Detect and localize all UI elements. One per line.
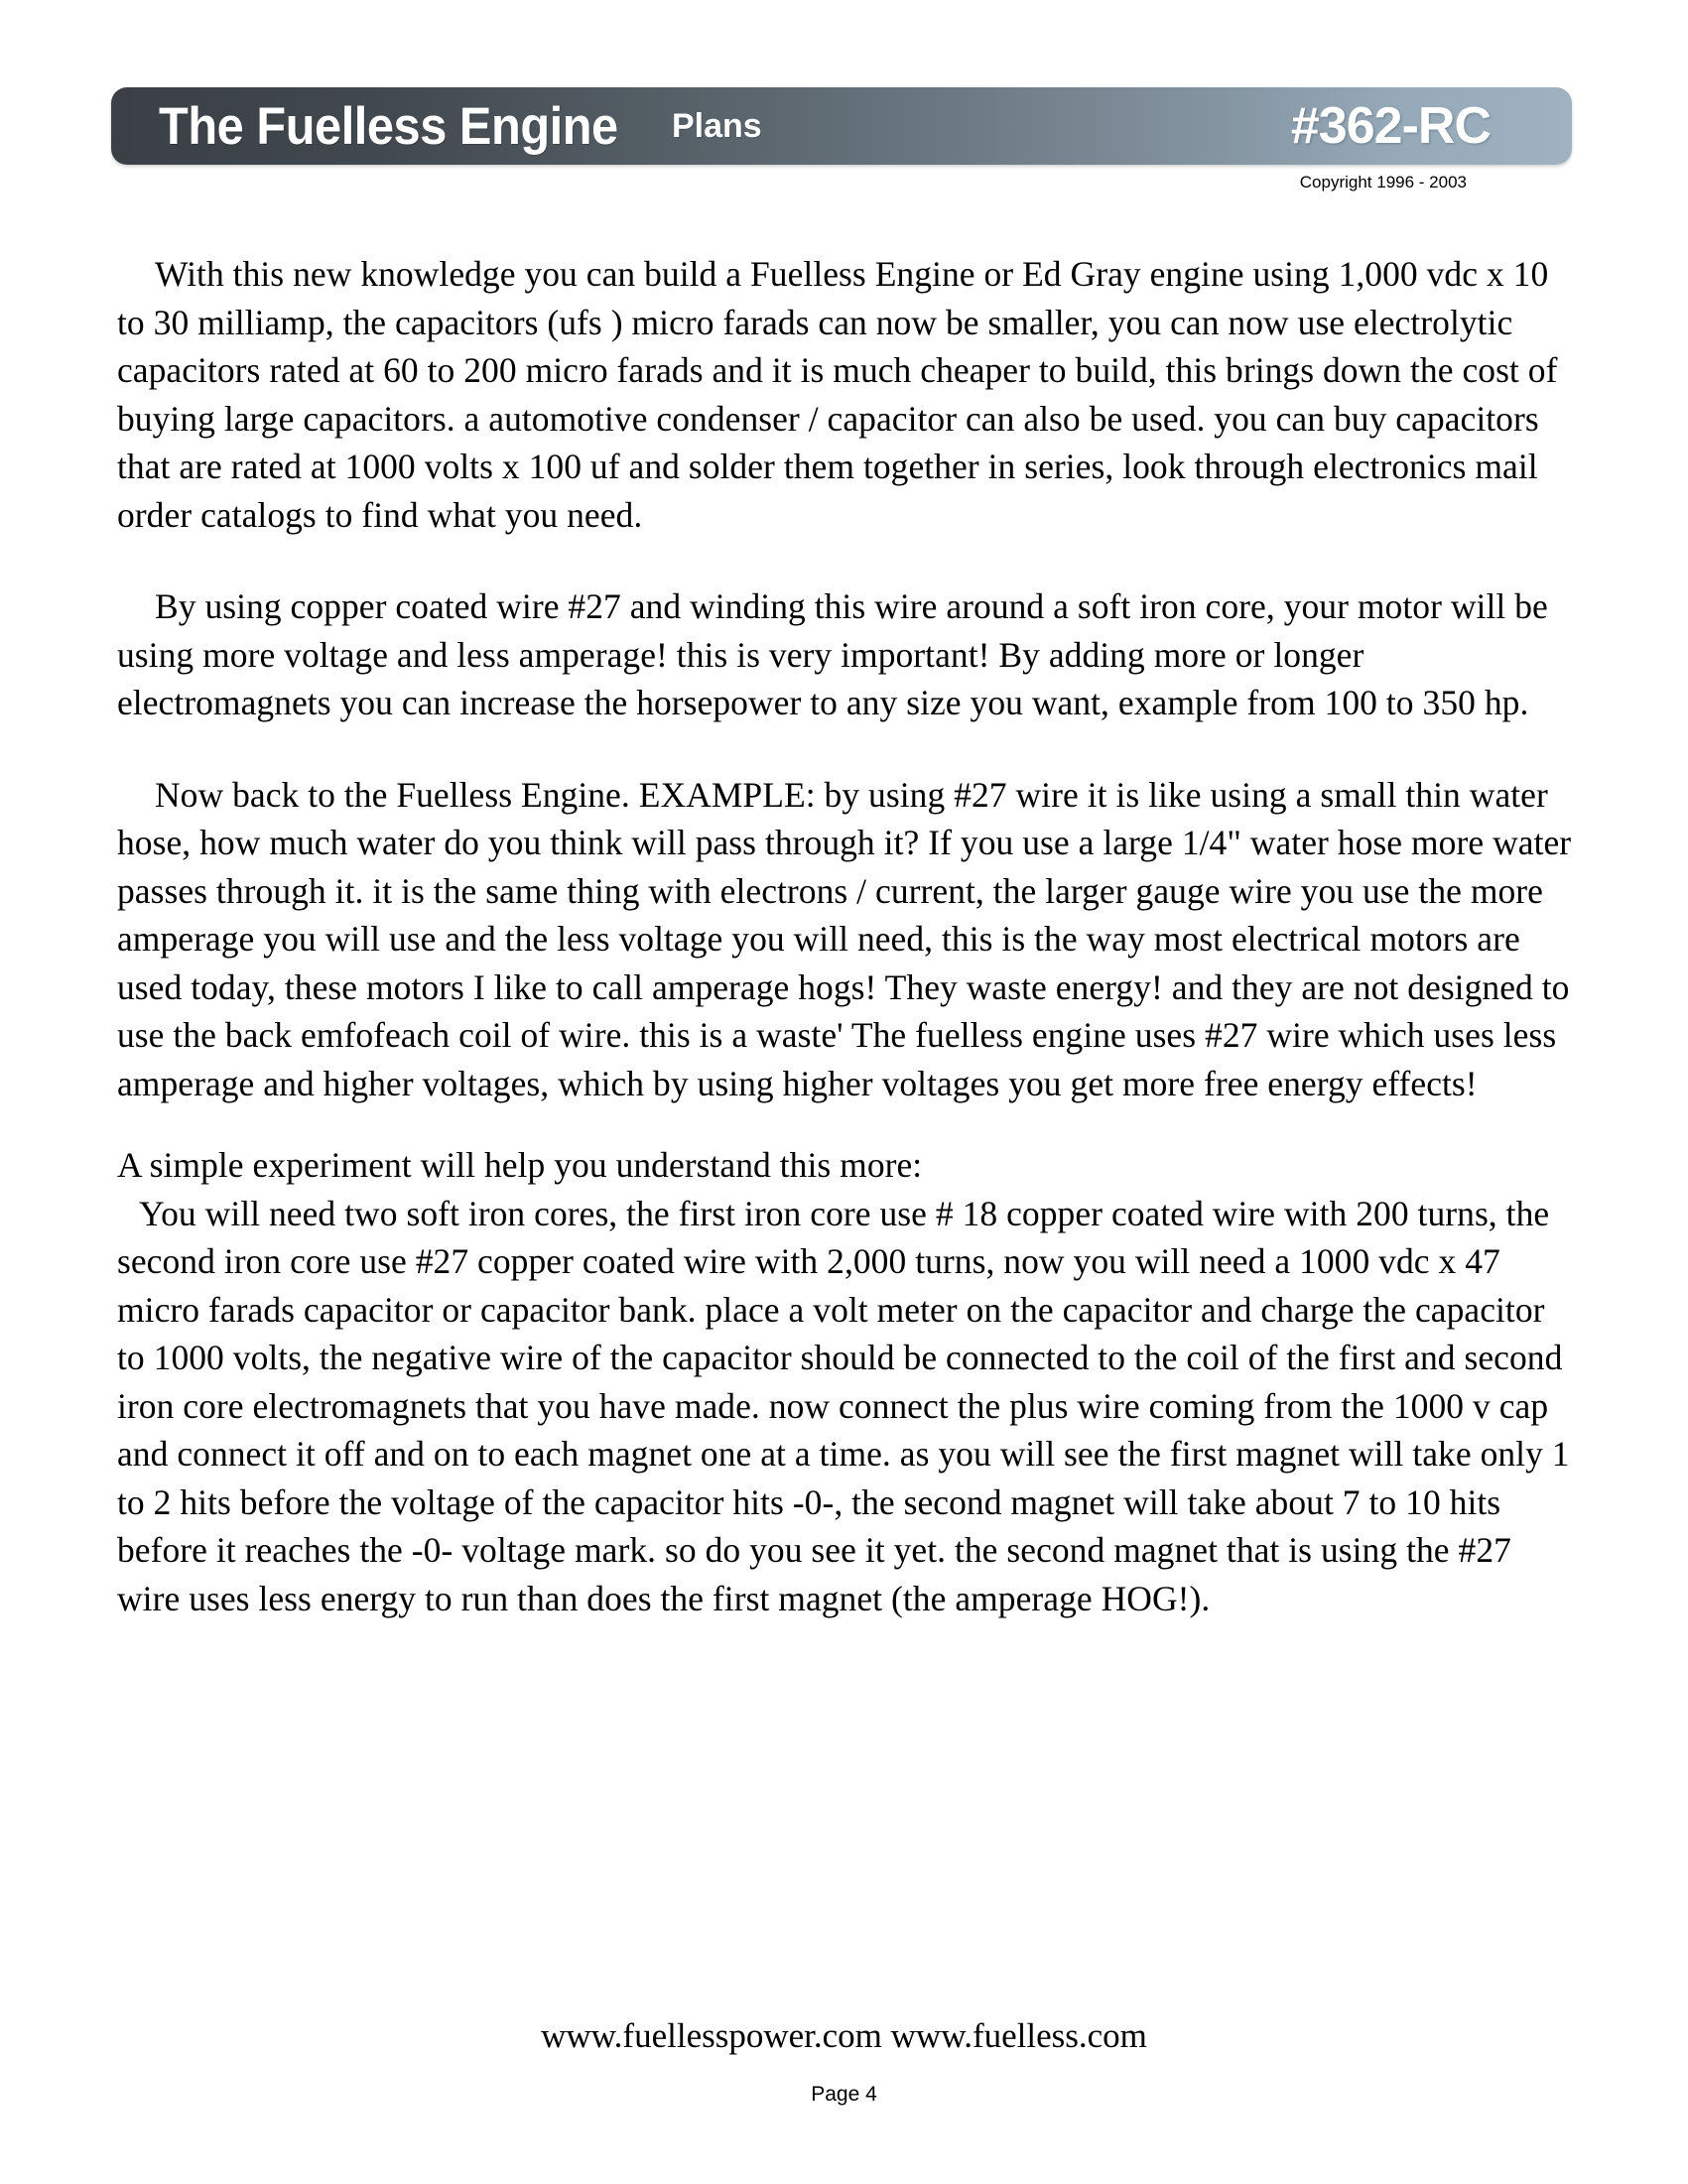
- paragraph-spacer: [117, 539, 1574, 582]
- body-paragraph: Now back to the Fuelless Engine. EXAMPLE: by using #27 wire it is like using a small thin water hose, how much water do you think will pass through it? If you use a large 1/4" water hose more water passes through it. it is the same thing with electrons / current, the larger gauge wire you use the more amperage you will use and the less voltage you will need, this is the way most electrical motors are used today, these motors I like to call amperage hogs! They waste energy! and they are not designed to use the back emfofeach coil of wire. this is a waste' The fuelless engine uses #27 wire which uses less amperage and higher voltages, which by using higher voltages you get more free energy effects!: [117, 774, 1572, 1103]
- title-banner: [111, 87, 1572, 165]
- page-header: [111, 87, 1572, 193]
- page-subtitle: Plans: [671, 107, 762, 145]
- body-paragraph: You will need two soft iron cores, the first iron core use # 18 copper coated wire with 200 turns, the second iron core use #27 copper coated wire with 2,000 turns, now you will need a 1000 vdc x 47 micro farads capacitor or capacitor bank. place a volt meter on the capacitor and charge the capacitor to 1000 volts, the negative wire of the capacitor should be connected to the coil of the first and second iron core electromagnets that you have made. now connect the plus wire coming from the 1000 v cap and connect it off and on to each magnet one at a time. as you will see the first magnet will take only 1 to 2 hits before the voltage of the capacitor hits -0-, the second magnet will take about 7 to 10 hits before it reaches the -0- voltage mark. so do you see it yet. the second magnet that is using the #27 wire uses less energy to run than does the first magnet (the amperage HOG!).: [117, 1193, 1570, 1618]
- paragraph-spacer: [117, 1107, 1574, 1141]
- body-paragraph: By using copper coated wire #27 and winding this wire around a soft iron core, your motor will be using more voltage and less amperage! this is very important! By adding more or longer electromagnets you can increase the horsepower to any size you want, example from 100 to 350 hp.: [117, 586, 1548, 722]
- page-number: Page 4: [811, 2083, 877, 2106]
- copyright-notice: Copyright 1996 - 2003: [1299, 173, 1467, 192]
- experiment-lead-in: A simple experiment will help you understand this more:: [117, 1145, 923, 1185]
- document-body: [117, 250, 1574, 1622]
- model-number-badge: #362-RC: [1290, 97, 1491, 155]
- footer-website-links[interactable]: www.fuellesspower.com www.fuelless.com: [541, 2016, 1147, 2055]
- page-title: The Fuelless Engine: [159, 96, 618, 156]
- body-paragraph: With this new knowledge you can build a Fuelless Engine or Ed Gray engine using 1,000 vdc x 10 to 30 milliamp, the capacitors (ufs ) micro farads can now be smaller, you can now use electrolytic capacitors rated at 60 to 200 micro farads and it is much cheaper to build, this brings down the cost of buying large capacitors. a automotive condenser / capacitor can also be used. you can buy capacitors that are rated at 1000 volts x 100 uf and solder them together in series, look through electronics mail order catalogs to find what you need.: [117, 254, 1558, 535]
- paragraph-spacer: [117, 727, 1574, 771]
- page-footer: [0, 2014, 1688, 2110]
